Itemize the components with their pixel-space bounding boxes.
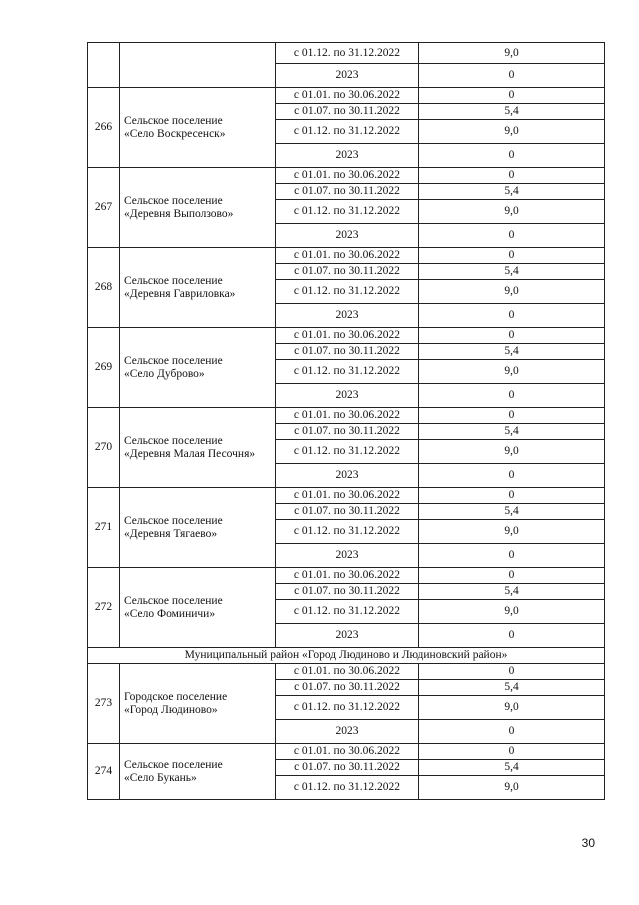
value-cell: 0 [419, 384, 605, 408]
settlement-name [120, 408, 276, 488]
period-cell: с 01.01. по 30.06.2022 [276, 408, 419, 424]
settlement-title: «Село Фоминичи» [124, 607, 216, 620]
period-cell: с 01.12. по 31.12.2022 [276, 520, 419, 544]
period-cell: с 01.07. по 30.11.2022 [276, 424, 419, 440]
settlement-name [120, 43, 276, 88]
value-cell: 5,4 [419, 504, 605, 520]
value-cell: 9,0 [419, 360, 605, 384]
settlement-type: Сельское поселение [124, 514, 223, 527]
settlement-name [120, 488, 276, 568]
value-cell: 0 [419, 624, 605, 648]
value-cell: 0 [419, 144, 605, 168]
value-cell: 0 [419, 64, 605, 88]
period-cell: 2023 [276, 384, 419, 408]
settlement-number: 272 [88, 568, 120, 648]
settlement-title: «Село Букань» [124, 771, 197, 784]
table-row [88, 88, 605, 104]
settlement-name [120, 664, 276, 744]
settlement-title: «Город Людиново» [124, 703, 218, 716]
settlement-type: Сельское поселение [124, 114, 223, 127]
period-cell: с 01.12. по 31.12.2022 [276, 43, 419, 64]
settlement-type: Городское поселение [124, 690, 228, 703]
value-cell: 0 [419, 88, 605, 104]
settlement-number: 269 [88, 328, 120, 408]
settlement-number: 270 [88, 408, 120, 488]
value-cell: 9,0 [419, 600, 605, 624]
settlement-number: 271 [88, 488, 120, 568]
value-cell: 5,4 [419, 264, 605, 280]
period-cell: с 01.12. по 31.12.2022 [276, 696, 419, 720]
settlement-number: 268 [88, 248, 120, 328]
table-row [88, 168, 605, 184]
value-cell: 5,4 [419, 104, 605, 120]
value-cell: 0 [419, 544, 605, 568]
settlement-number: 266 [88, 88, 120, 168]
period-cell: с 01.01. по 30.06.2022 [276, 568, 419, 584]
value-cell: 9,0 [419, 280, 605, 304]
period-cell: с 01.12. по 31.12.2022 [276, 280, 419, 304]
period-cell: 2023 [276, 144, 419, 168]
value-cell: 0 [419, 720, 605, 744]
period-cell: 2023 [276, 720, 419, 744]
value-cell: 9,0 [419, 200, 605, 224]
table-row [88, 664, 605, 680]
value-cell: 5,4 [419, 760, 605, 776]
value-cell: 0 [419, 168, 605, 184]
value-cell: 9,0 [419, 776, 605, 800]
period-cell: 2023 [276, 464, 419, 488]
period-cell: с 01.12. по 31.12.2022 [276, 776, 419, 800]
settlement-name [120, 168, 276, 248]
table-row [88, 744, 605, 760]
period-cell: с 01.01. по 30.06.2022 [276, 488, 419, 504]
value-cell: 0 [419, 328, 605, 344]
settlement-title: «Деревня Тягаево» [124, 527, 218, 540]
value-cell: 0 [419, 664, 605, 680]
value-cell: 0 [419, 488, 605, 504]
period-cell: с 01.07. по 30.11.2022 [276, 584, 419, 600]
value-cell: 5,4 [419, 344, 605, 360]
period-cell: 2023 [276, 544, 419, 568]
period-cell: 2023 [276, 304, 419, 328]
period-cell: с 01.01. по 30.06.2022 [276, 664, 419, 680]
region-header: Муниципальный район «Город Людиново и Людиновский район» [88, 648, 605, 664]
table-row [88, 328, 605, 344]
period-cell: с 01.12. по 31.12.2022 [276, 600, 419, 624]
page-number: 30 [581, 836, 595, 850]
settlement-name [120, 568, 276, 648]
value-cell: 9,0 [419, 43, 605, 64]
tariff-table-body [88, 43, 605, 800]
settlement-title: «Село Воскресенск» [124, 127, 226, 140]
value-cell: 0 [419, 408, 605, 424]
value-cell: 9,0 [419, 696, 605, 720]
period-cell: с 01.12. по 31.12.2022 [276, 360, 419, 384]
settlement-type: Сельское поселение [124, 434, 223, 447]
settlement-number: 267 [88, 168, 120, 248]
settlement-name [120, 248, 276, 328]
settlement-type: Сельское поселение [124, 354, 223, 367]
period-cell: с 01.07. по 30.11.2022 [276, 104, 419, 120]
value-cell: 9,0 [419, 520, 605, 544]
settlement-name [120, 744, 276, 800]
value-cell: 0 [419, 248, 605, 264]
settlement-type: Сельское поселение [124, 594, 223, 607]
value-cell: 5,4 [419, 424, 605, 440]
period-cell: с 01.07. по 30.11.2022 [276, 504, 419, 520]
value-cell: 5,4 [419, 184, 605, 200]
period-cell: с 01.12. по 31.12.2022 [276, 200, 419, 224]
settlement-type: Сельское поселение [124, 758, 223, 771]
period-cell: с 01.01. по 30.06.2022 [276, 328, 419, 344]
period-cell: с 01.07. по 30.11.2022 [276, 680, 419, 696]
period-cell: с 01.07. по 30.11.2022 [276, 760, 419, 776]
period-cell: с 01.07. по 30.11.2022 [276, 344, 419, 360]
settlement-type: Сельское поселение [124, 194, 223, 207]
value-cell: 0 [419, 224, 605, 248]
value-cell: 0 [419, 464, 605, 488]
period-cell: с 01.07. по 30.11.2022 [276, 264, 419, 280]
table-row [88, 488, 605, 504]
table-row [88, 43, 605, 64]
tariff-table [87, 42, 605, 800]
settlement-name [120, 328, 276, 408]
table-row [88, 568, 605, 584]
value-cell: 0 [419, 568, 605, 584]
region-row [88, 648, 605, 664]
value-cell: 0 [419, 744, 605, 760]
period-cell: 2023 [276, 224, 419, 248]
period-cell: с 01.12. по 31.12.2022 [276, 120, 419, 144]
table-row [88, 408, 605, 424]
period-cell: с 01.01. по 30.06.2022 [276, 88, 419, 104]
settlement-title: «Деревня Выползово» [124, 207, 234, 220]
settlement-title: «Село Дуброво» [124, 367, 205, 380]
settlement-number [88, 43, 120, 88]
settlement-number: 273 [88, 664, 120, 744]
settlement-title: «Деревня Малая Песочня» [124, 447, 256, 460]
period-cell: с 01.07. по 30.11.2022 [276, 184, 419, 200]
value-cell: 5,4 [419, 680, 605, 696]
value-cell: 9,0 [419, 120, 605, 144]
period-cell: с 01.01. по 30.06.2022 [276, 168, 419, 184]
value-cell: 9,0 [419, 440, 605, 464]
value-cell: 5,4 [419, 584, 605, 600]
table-row [88, 248, 605, 264]
settlement-title: «Деревня Гавриловка» [124, 287, 236, 300]
period-cell: 2023 [276, 64, 419, 88]
settlement-number: 274 [88, 744, 120, 800]
period-cell: 2023 [276, 624, 419, 648]
value-cell: 0 [419, 304, 605, 328]
settlement-name [120, 88, 276, 168]
period-cell: с 01.01. по 30.06.2022 [276, 744, 419, 760]
settlement-type: Сельское поселение [124, 274, 223, 287]
period-cell: с 01.01. по 30.06.2022 [276, 248, 419, 264]
period-cell: с 01.12. по 31.12.2022 [276, 440, 419, 464]
